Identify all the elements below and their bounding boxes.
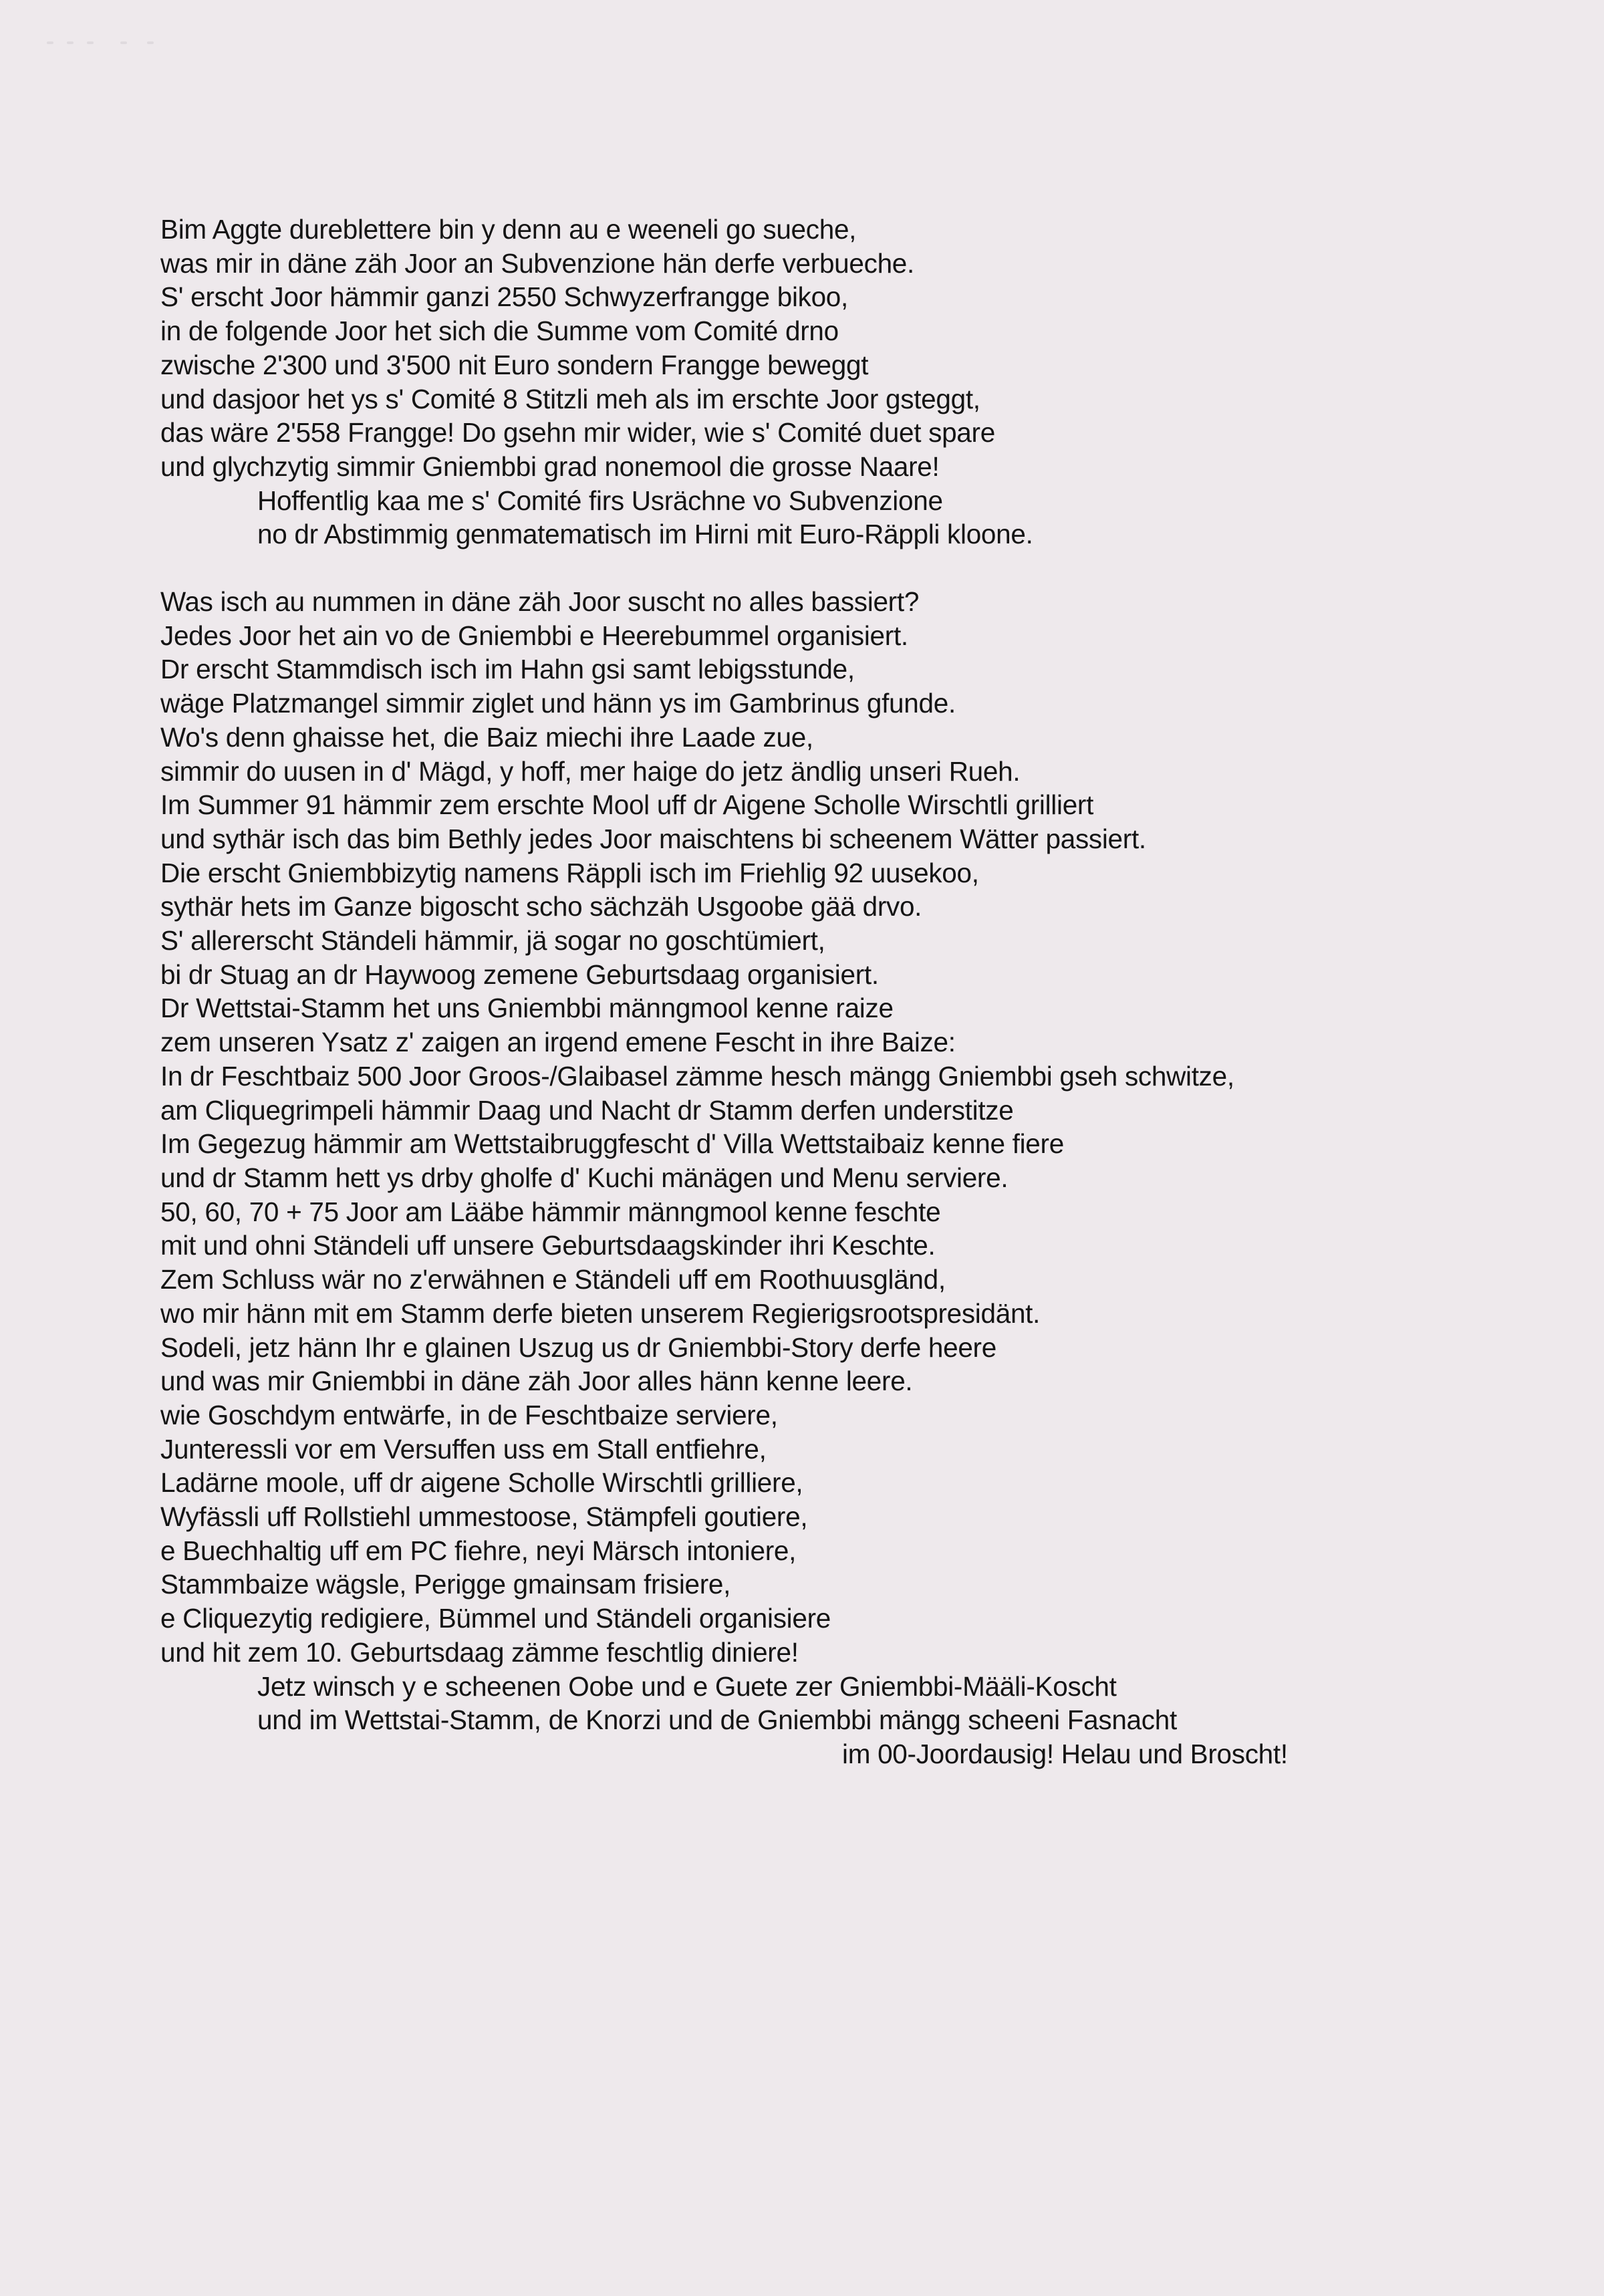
paragraph-subventions [160, 213, 1551, 551]
text-line: Im Gegezug hämmir am Wettstaibruggfescht d' Villa Wettstaibaiz kenne fiere [160, 1128, 1064, 1160]
text-line: S' erscht Joor hämmir ganzi 2550 Schwyzerfrangge bikoo, [160, 281, 848, 313]
text-line: und was mir Gniembbi in däne zäh Joor alles hänn kenne leere. [160, 1366, 913, 1397]
text-line: wie Goschdym entwärfe, in de Feschtbaize serviere, [160, 1399, 778, 1430]
text-line: S' allererscht Ständeli hämmir, jä sogar no goschtümiert, [160, 925, 825, 956]
text-line: sythär hets im Ganze bigoscht scho sächzäh Usgoobe gää drvo. [160, 891, 922, 922]
text-line: Sodeli, jetz hänn Ihr e glainen Uszug us dr Gniembbi-Story derfe heere [160, 1331, 996, 1363]
paragraph-gap [160, 551, 1551, 585]
text-line: und glychzytig simmir Gniembbi grad nonemool die grosse Naare! [160, 451, 940, 482]
text-line: Bim Aggte dureblettere bin y denn au e weeneli go sueche, [160, 214, 857, 245]
indented-line: no dr Abstimmig genmatematisch im Hirni mit Euro-Räppli kloone. [257, 519, 1033, 550]
text-line: Jedes Joor het ain vo de Gniembbi e Heerebummel organisiert. [160, 620, 908, 651]
text-line: am Cliquegrimpeli hämmir Daag und Nacht dr Stamm derfen understitze [160, 1094, 1014, 1126]
text-line: in de folgende Joor het sich die Summe vom Comité drno [160, 315, 839, 347]
text-line: zem unseren Ysatz z' zaigen an irgend emene Fescht in ihre Baize: [160, 1027, 956, 1058]
text-line: was mir in däne zäh Joor an Subvenzione hän derfe verbueche. [160, 247, 914, 279]
text-line: und sythär isch das bim Bethly jedes Joor maischtens bi scheenem Wätter passiert. [160, 823, 1146, 854]
text-line: In dr Feschtbaiz 500 Joor Groos-/Glaibasel zämme hesch mängg Gniembbi gseh schwitze, [160, 1060, 1234, 1092]
text-line: Wyfässli uff Rollstiehl ummestoose, Stämpfeli goutiere, [160, 1501, 808, 1533]
paragraph-history [160, 585, 1551, 1771]
indented-line: und im Wettstai-Stamm, de Knorzi und de Gniembbi mängg scheeni Fasnacht [257, 1704, 1177, 1736]
text-line: simmir do uusen in d' Mägd, y hoff, mer haige do jetz ändlig unseri Rueh. [160, 755, 1021, 787]
text-line: Wo's denn ghaisse het, die Baiz miechi ihre Laade zue, [160, 721, 813, 753]
text-line: Was isch au nummen in däne zäh Joor suscht no alles bassiert? [160, 586, 920, 618]
text-line: zwische 2'300 und 3'500 nit Euro sondern Frangge beweggt [160, 349, 869, 380]
text-line: Zem Schluss wär no z'erwähnen e Ständeli uff em Roothuusgländ, [160, 1264, 946, 1295]
closing-signoff: im 00-Joordausig! Helau und Broscht! [842, 1738, 1288, 1769]
text-line: mit und ohni Ständeli uff unsere Geburtsdaagskinder ihri Keschte. [160, 1230, 936, 1261]
text-line: und dr Stamm hett ys drby gholfe d' Kuchi mänägen und Menu serviere. [160, 1162, 1009, 1193]
text-line: Stammbaize wägsle, Perigge gmainsam frisiere, [160, 1569, 731, 1600]
text-line: wäge Platzmangel simmir ziglet und hänn ys im Gambrinus gfunde. [160, 688, 956, 719]
text-line: Dr erscht Stammdisch isch im Hahn gsi samt lebigsstunde, [160, 654, 855, 685]
text-line: das wäre 2'558 Frangge! Do gsehn mir wider, wie s' Comité duet spare [160, 417, 995, 449]
text-line: Junteressli vor em Versuffen uss em Stall entfiehre, [160, 1433, 767, 1464]
text-line: Ladärne moole, uff dr aigene Scholle Wirschtli grilliere, [160, 1467, 803, 1499]
text-line: und dasjoor het ys s' Comité 8 Stitzli meh als im erschte Joor gsteggt, [160, 383, 980, 414]
text-line: und hit zem 10. Geburtsdaag zämme feschtlig diniere! [160, 1636, 799, 1668]
text-line: e Cliquezytig redigiere, Bümmel und Ständeli organisiere [160, 1603, 831, 1634]
text-line: Im Summer 91 hämmir zem erschte Mool uff dr Aigene Scholle Wirschtli grilliert [160, 789, 1094, 821]
text-line: bi dr Stuag an dr Haywoog zemene Geburtsdaag organisiert. [160, 959, 879, 990]
indented-line: Jetz winsch y e scheenen Oobe und e Guete zer Gniembbi-Määli-Koscht [257, 1670, 1117, 1702]
text-line: Die erscht Gniembbizytig namens Räppli isch im Friehlig 92 uusekoo, [160, 857, 979, 888]
text-line: e Buechhaltig uff em PC fiehre, neyi Märsch intoniere, [160, 1535, 797, 1566]
text-line: wo mir hänn mit em Stamm derfe bieten unserem Regierigsrootspresidänt. [160, 1297, 1041, 1329]
text-line: 50, 60, 70 + 75 Joor am Lääbe hämmir männgmool kenne feschte [160, 1196, 941, 1227]
indented-line: Hoffentlig kaa me s' Comité firs Usrächne vo Subvenzione [257, 485, 943, 516]
text-line: Dr Wettstai-Stamm het uns Gniembbi männgmool kenne raize [160, 993, 894, 1024]
